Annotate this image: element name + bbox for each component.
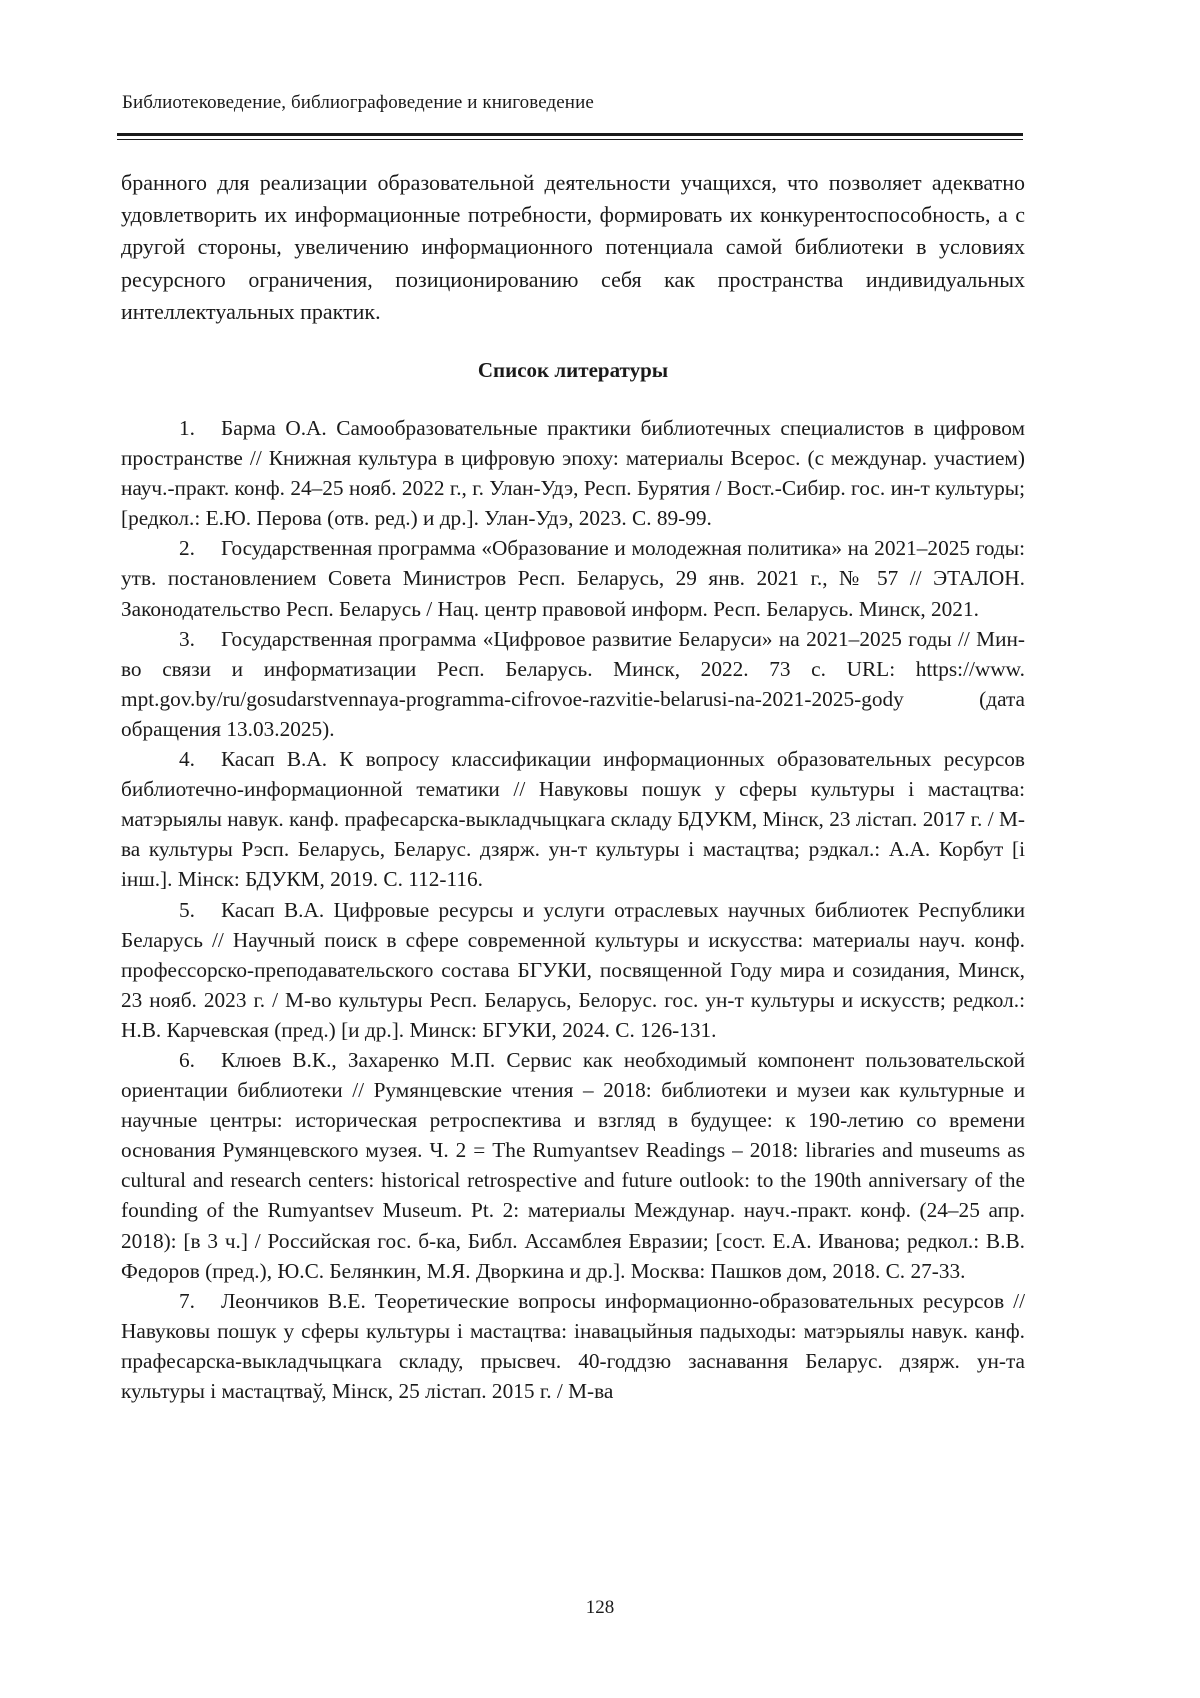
page-body [121,167,1025,1406]
reference-number: 6. [179,1047,195,1072]
reference-text: Государственная программа «Образование и молодежная политика» на 2021–2025 годы: утв. постановлением Совета Министров Респ. Беларусь, 29 янв. 2021 г., № 57 // ЭТАЛОН. Законодательство Респ. Беларусь / Нац. центр правовой информ. Респ. Беларусь. Минск, 2021. [121,536,1025,621]
header-rule-thin [117,139,1023,140]
reference-text: Касап В.А. К вопросу классификации информационных образовательных ресурсов библиотечно-информационной тематики // Навуковы пошук у сферы культуры і мастацтва: матэрыялы навук. канф. прафесарска-выкладчыцкага складу БДУКМ, Мінск, 23 лістап. 2017 г. / М-ва культуры Рэсп. Беларусь, Беларус. дзярж. ун-т культуры і мастацтва; рэдкал.: А.А. Корбут [і інш.]. Мінск: БДУКМ, 2019. С. 112-116. [121,747,1025,892]
reference-text: Государственная программа «Цифровое развитие Беларуси» на 2021–2025 годы // Мин-во связи и информатизации Респ. Беларусь. Минск, 2022. 73 с. URL: https://www. mpt.gov.by/ru/gosudarstvennaya-programma-cifrovoe-razvitie-belarusi-na-2021-2025-gody (дата обращения 13.03.2025). [121,626,1025,741]
running-header: Библиотековедение, библиографоведение и книговедение [122,92,594,113]
reference-text: Клюев В.К., Захаренко М.П. Сервис как необходимый компонент пользовательской ориентации библиотеки // Румянцевские чтения – 2018: библиотеки и музеи как культурные и научные центры: историческая ретроспектива и взгляд в будущее: к 190-летию со времени основания Румянцевского музея. Ч. 2 = The Rumyantsev Readings – 2018: libraries and museums as cultural and research centers: historical retrospective and future outlook: to the 190th anniversary of the founding of the Rumyantsev Museum. Pt. 2: материалы Междунар. науч.-практ. конф. (24–25 апр. 2018): [в 3 ч.] / Российская гос. б-ка, Библ. Ассамблея Евразии; [сост. Е.А. Иванова; редкол.: В.В. Федоров (пред.), Ю.С. Белянкин, М.Я. Дворкина и др.]. Москва: Пашков дом, 2018. С. 27-33. [121,1047,1025,1283]
body-paragraph: бранного для реализации образовательной деятельности учащихся, что позволяет адекватно удовлетворить их информационные потребности, формировать их конкурентоспособность, а с другой стороны, увеличению информационного потенциала самой библиотеки в условиях ресурсного ограничения, позиционированию себя как пространства индивидуальных интеллектуальных практик. [121,170,1025,324]
page-number: 128 [585,1597,615,1618]
reference-number: 1. [179,416,195,441]
reference-item [121,1045,1025,1286]
reference-item [121,413,1025,533]
reference-item [121,1286,1025,1406]
reference-number: 7. [179,1288,195,1313]
references-heading: Список литературы [477,358,669,383]
reference-item [121,624,1025,744]
reference-item [121,744,1025,894]
reference-text: Леончиков В.Е. Теоретические вопросы информационно-образовательных ресурсов // Навуковы пошук у сферы культуры і мастацтва: інавацыйныя падыходы: матэрыялы навук. канф. прафесарска-выкладчыцкага складу, прысвеч. 40-годдзю заснавання Беларус. дзярж. ун-та культуры і мастацтваў, Мінск, 25 лістап. 2015 г. / М-ва [121,1288,1025,1404]
reference-item [121,895,1025,1045]
reference-text: Касап В.А. Цифровые ресурсы и услуги отраслевых научных библиотек Республики Беларусь // Научный поиск в сфере современной культуры и искусства: материалы науч. конф. профессорско-преподавательского состава БГУКИ, посвященной Году мира и созидания, Минск, 23 нояб. 2023 г. / М-во культуры Респ. Беларусь, Белорус. гос. ун-т культуры и искусств; редкол.: Н.В. Карчевская (пред.) [и др.]. Минск: БГУКИ, 2024. С. 126-131. [121,897,1025,1042]
reference-number: 5. [179,897,195,922]
reference-item [121,533,1025,623]
reference-list [121,413,1025,1406]
reference-number: 4. [179,747,195,772]
reference-number: 2. [179,536,195,561]
reference-text: Барма О.А. Самообразовательные практики библиотечных специалистов в цифровом пространстве // Книжная культура в цифровую эпоху: материалы Всерос. (с междунар. участием) науч.-практ. конф. 24–25 нояб. 2022 г., г. Улан-Удэ, Респ. Бурятия / Вост.-Сибир. гос. ин-т культуры; [редкол.: Е.Ю. Перова (отв. ред.) и др.]. Улан-Удэ, 2023. С. 89-99. [121,416,1025,531]
reference-number: 3. [179,626,195,651]
header-rule-thick [117,133,1023,136]
